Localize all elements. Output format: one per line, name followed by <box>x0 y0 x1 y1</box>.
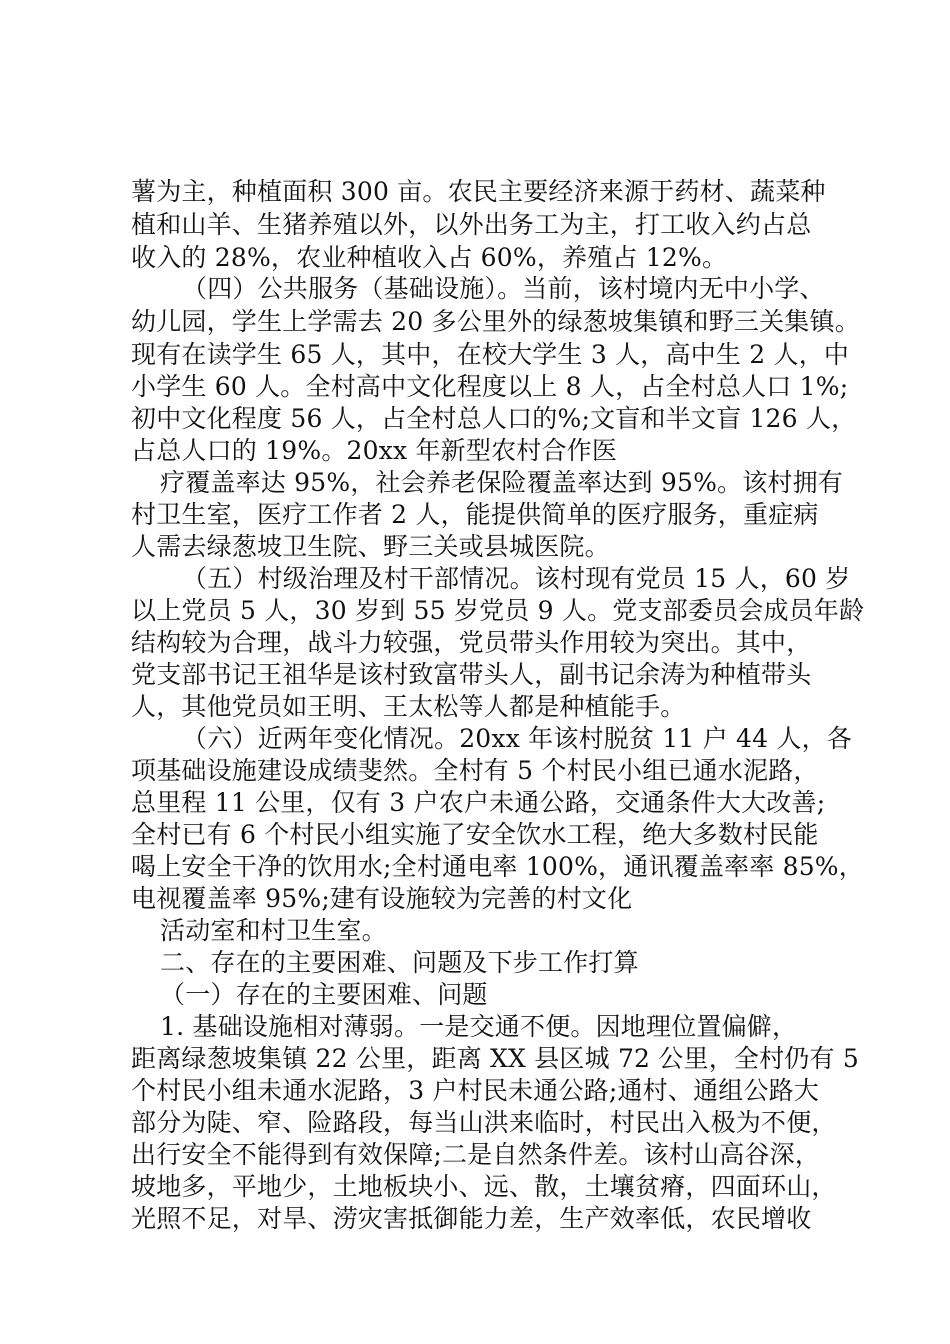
text-line: 结构较为合理，战斗力较强，党员带头作用较为突出。其中， <box>131 628 812 657</box>
text-line: 收入的 28%，农业种植收入占 60%，养殖占 12%。 <box>131 243 728 272</box>
text-line: 党支部书记王祖华是该村致富带头人，副书记余涛为种植带头 <box>131 660 812 689</box>
text-line: 项基础设施建设成绩斐然。全村有 5 个村民小组已通水泥路， <box>131 756 819 785</box>
text-line: 个村民小组未通水泥路，3 户村民未通公路;通村、通组公路大 <box>131 1076 820 1105</box>
text-line: 全村已有 6 个村民小组实施了安全饮水工程，绝大多数村民能 <box>131 820 819 849</box>
text-line: 1. 基础设施相对薄弱。一是交通不便。因地理位置偏僻， <box>160 1012 798 1041</box>
text-line: 村卫生室，医疗工作者 2 人，能提供简单的医疗服务，重症病 <box>131 500 819 529</box>
text-line: 占总人口的 19%。20xx 年新型农村合作医 <box>131 436 618 465</box>
section-heading-difficulties: 二、存在的主要困难、问题及下步工作打算 <box>160 948 639 977</box>
text-line: 坡地多，平地少，土地板块小、远、散，土壤贫瘠，四面环山， <box>131 1172 837 1201</box>
text-line: 小学生 60 人。全村高中文化程度以上 8 人，占全村总人口 1%; <box>131 372 849 401</box>
text-line: 电视覆盖率 95%;建有设施较为完善的村文化 <box>131 884 633 913</box>
paragraph-heading-village-governance: （五）村级治理及村干部情况。该村现有党员 15 人，60 岁 <box>182 564 851 593</box>
text-line: 现有在读学生 65 人，其中，在校大学生 3 人，高中生 2 人，中 <box>131 340 850 369</box>
text-line: 喝上安全干净的饮用水;全村通电率 100%，通讯覆盖率率 85%， <box>131 852 864 881</box>
text-line: 植和山羊、生猪养殖以外，以外出务工为主，打工收入约占总 <box>131 210 812 239</box>
text-line: 光照不足，对旱、涝灾害抵御能力差，生产效率低，农民增收 <box>131 1204 812 1233</box>
text-line: 幼儿园，学生上学需去 20 多公里外的绿葱坡集镇和野三关集镇。 <box>131 307 860 336</box>
text-line: 薯为主，种植面积 300 亩。农民主要经济来源于药材、蔬菜种 <box>131 177 826 206</box>
subsection-heading-difficulties: （一）存在的主要困难、问题 <box>160 980 488 1009</box>
text-line: 初中文化程度 56 人，占全村总人口的%;文盲和半文盲 126 人， <box>131 404 857 433</box>
text-line: 人需去绿葱坡卫生院、野三关或县城医院。 <box>131 532 610 561</box>
text-line: 出行安全不能得到有效保障;二是自然条件差。该村山高谷深， <box>131 1140 821 1169</box>
text-line: 疗覆盖率达 95%，社会养老保险覆盖率达到 95%。该村拥有 <box>160 468 844 497</box>
paragraph-heading-recent-changes: （六）近两年变化情况。20xx 年该村脱贫 11 户 44 人，各 <box>182 724 852 753</box>
text-line: 人，其他党员如王明、王太松等人都是种植能手。 <box>131 692 686 721</box>
text-line: 部分为陡、窄、险路段，每当山洪来临时，村民出入极为不便， <box>131 1108 837 1137</box>
text-line: 以上党员 5 人，30 岁到 55 岁党员 9 人。党支部委员会成员年龄 <box>131 596 865 625</box>
paragraph-heading-public-services: （四）公共服务（基础设施）。当前，该村境内无中小学、 <box>182 274 825 303</box>
text-line: 距离绿葱坡集镇 22 公里，距离 XX 县区城 72 公里，全村仍有 5 <box>131 1044 859 1073</box>
text-line: 活动室和村卫生室。 <box>160 916 387 945</box>
text-line: 总里程 11 公里，仅有 3 户农户未通公路，交通条件大大改善; <box>131 788 826 817</box>
